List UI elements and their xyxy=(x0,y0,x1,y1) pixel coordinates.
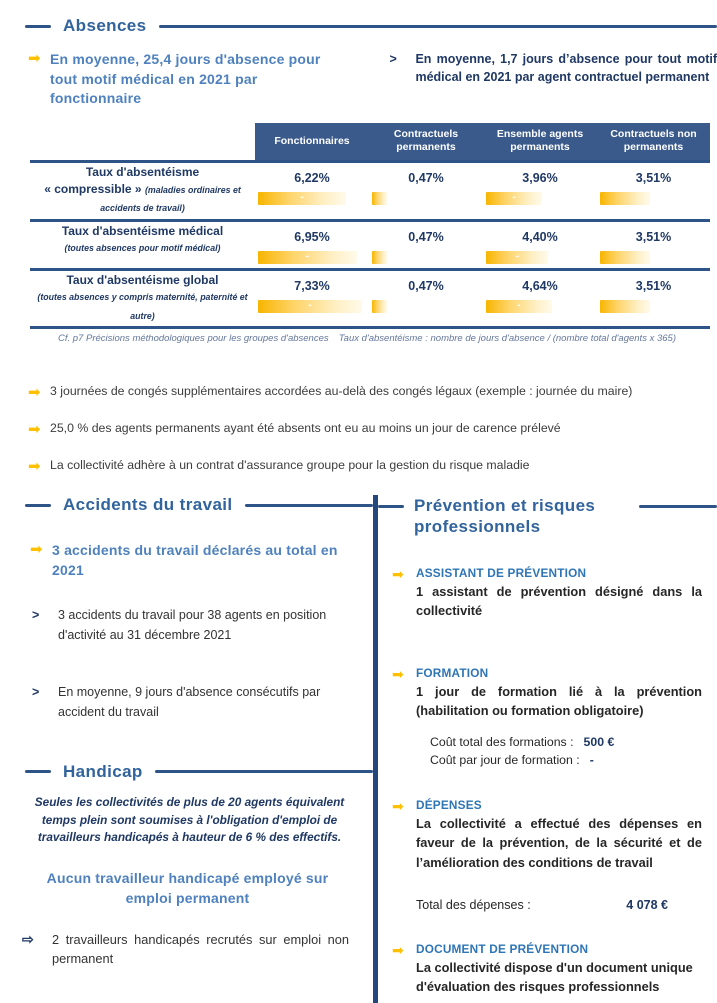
cell-value: 6,22% xyxy=(294,171,330,186)
handicap-point-text: 2 travailleurs handicapés recrutés sur emploi non permanent xyxy=(52,932,349,967)
prevention-item-body xyxy=(416,566,702,620)
key-points-list xyxy=(28,384,717,476)
yellow-arrow-icon: ➡ xyxy=(392,666,404,683)
list-item xyxy=(28,384,717,402)
prevention-item-document xyxy=(392,942,717,996)
header-dash xyxy=(25,504,51,507)
absences-left-highlight xyxy=(28,50,367,109)
table-cell xyxy=(369,271,483,327)
list-item xyxy=(28,458,717,476)
yellow-arrow-icon: ➡ xyxy=(30,541,43,559)
cell-value: 3,51% xyxy=(635,229,672,244)
key-point-text: 3 journées de congés supplémentaires accordées au-delà des congés légaux (exemple : journée du maire) xyxy=(50,384,633,399)
handicap-point xyxy=(22,930,349,968)
cell-value: 0,47% xyxy=(408,171,444,186)
row-label xyxy=(30,163,255,219)
prevention-item-body xyxy=(416,666,702,770)
handicap-highlight-text: Aucun travailleur handicapé employé sur emploi permanent xyxy=(46,869,329,906)
row-label-note: (maladies ordinaires et accidents de travail) xyxy=(100,184,241,214)
table-cell xyxy=(369,163,483,219)
absences-right-note-text: En moyenne, 1,7 jours d’absence pour tout motif médical en 2021 par agent contractuel permanent xyxy=(415,52,717,85)
cell-value: 3,51% xyxy=(635,278,672,293)
prevention-item-body xyxy=(416,798,702,912)
accidents-highlight xyxy=(30,541,353,580)
cost-label: Coût total des formations : xyxy=(430,735,574,750)
table-header-empty-cell xyxy=(30,123,255,160)
table-cell xyxy=(483,163,597,219)
header-rule xyxy=(159,25,717,28)
cell-value: 3,96% xyxy=(522,171,558,186)
total-value: 4 078 € xyxy=(626,897,668,912)
accidents-point xyxy=(32,606,349,645)
value-bar: - xyxy=(258,300,362,313)
key-point-text: La collectivité adhère à un contrat d'assurance groupe pour la gestion du risque maladie xyxy=(50,458,530,473)
row-label xyxy=(30,271,255,327)
outline-arrow-icon: ⇨ xyxy=(22,931,34,948)
key-point-text: 25,0 % des agents permanents ayant été absents ont eu au moins un jour de carence prélevé xyxy=(50,421,561,436)
row-label xyxy=(30,222,255,268)
header-dash xyxy=(25,770,51,773)
table-footnotes xyxy=(58,333,688,344)
column-header: Contractuels non permanents xyxy=(597,123,710,160)
prevention-item-heading: FORMATION xyxy=(416,666,489,681)
row-label-note: (toutes absences pour motif médical) xyxy=(64,243,221,254)
value-bar: - xyxy=(258,192,346,205)
prevention-item-heading: DOCUMENT DE PRÉVENTION xyxy=(416,941,589,956)
value-bar: - xyxy=(486,300,552,313)
absences-title: Absences xyxy=(63,16,147,35)
cell-value: 4,40% xyxy=(522,229,558,244)
prevention-item-text: 1 assistant de prévention désigné dans la collectivité xyxy=(416,583,702,618)
value-bar: - xyxy=(258,251,357,264)
table-cell xyxy=(597,222,710,268)
table-cell xyxy=(255,163,369,219)
accidents-point-text: 3 accidents du travail pour 38 agents en position d'activité au 31 décembre 2021 xyxy=(58,608,327,642)
total-expenses-line xyxy=(416,898,702,912)
report-page xyxy=(0,16,717,994)
cell-value: 0,47% xyxy=(408,229,444,244)
yellow-arrow-icon: ➡ xyxy=(392,941,404,958)
value-bar xyxy=(372,300,387,313)
chevron-bullet: > xyxy=(32,685,40,700)
absenteeism-table xyxy=(30,123,710,329)
prevention-item-heading: ASSISTANT DE PRÉVENTION xyxy=(416,565,587,580)
value-bar xyxy=(600,192,650,205)
table-cell xyxy=(597,271,710,327)
row-label-main: Taux d'absentéisme global xyxy=(66,272,219,287)
header-dash xyxy=(378,505,404,508)
bottom-columns xyxy=(0,495,717,1003)
cost-value: - xyxy=(589,753,594,768)
accidents-title: Accidents du travail xyxy=(63,495,233,515)
prevention-item-body xyxy=(416,942,702,996)
left-column xyxy=(0,495,378,1003)
row-label-quote: « compressible » xyxy=(44,181,145,196)
accidents-section-header xyxy=(25,495,373,515)
footnote-right: Taux d'absentéisme : nombre de jours d'absence / (nombre total d'agents x 365) xyxy=(338,333,676,345)
cost-label: Coût par jour de formation : xyxy=(430,753,580,768)
table-cell xyxy=(255,271,369,327)
yellow-arrow-icon: ➡ xyxy=(28,458,41,476)
cell-value: 4,64% xyxy=(522,278,558,293)
column-header: Fonctionnaires xyxy=(255,123,369,160)
cell-value: 3,51% xyxy=(635,171,672,186)
value-bar xyxy=(600,300,650,313)
yellow-arrow-icon: ➡ xyxy=(28,421,41,439)
prevention-item-heading: DÉPENSES xyxy=(416,798,482,813)
footnote-left: Cf. p7 Précisions méthodologiques pour les groupes d'absences xyxy=(58,333,329,345)
prevention-item-text: La collectivité a effectué des dépenses en faveur de la prévention, de la sécurité et de l’amélioration des conditions de travail xyxy=(416,816,702,870)
prevention-item-formation xyxy=(392,666,717,770)
chevron-bullet: > xyxy=(32,608,40,623)
cost-value: 500 € xyxy=(583,735,615,750)
column-header: Ensemble agents permanents xyxy=(483,123,597,160)
handicap-intro-text: Seules les collectivités de plus de 20 agents équivalent temps plein sont soumises à l'obligation d'emploi de travailleurs handicapés à hauteur de 6 % des effectifs. xyxy=(34,794,345,845)
yellow-arrow-icon: ➡ xyxy=(28,50,41,67)
table-row xyxy=(30,271,710,330)
cell-value: 6,95% xyxy=(294,229,330,244)
prevention-item-assistant xyxy=(392,566,717,620)
cost-line xyxy=(430,752,702,770)
accidents-point-text: En moyenne, 9 jours d'absence consécutifs par accident du travail xyxy=(58,685,321,719)
list-item xyxy=(28,421,717,439)
table-cell xyxy=(483,222,597,268)
prevention-title: Prévention et risques professionnels xyxy=(414,496,596,537)
accidents-highlight-text: 3 accidents du travail déclarés au total en 2021 xyxy=(52,542,338,578)
prevention-item-depenses xyxy=(392,798,717,912)
row-label-note: (toutes absences y compris maternité, paternité et autre) xyxy=(37,292,248,321)
chevron-bullet: > xyxy=(389,52,397,66)
table-row xyxy=(30,222,710,271)
absences-right-note xyxy=(389,50,717,109)
value-bar xyxy=(372,251,387,264)
handicap-title: Handicap xyxy=(63,761,143,781)
accidents-point xyxy=(32,683,349,722)
header-rule xyxy=(245,504,373,507)
yellow-arrow-icon: ➡ xyxy=(392,565,404,582)
cell-value: 0,47% xyxy=(408,278,444,293)
total-label: Total des dépenses : xyxy=(416,897,531,912)
yellow-arrow-icon: ➡ xyxy=(392,798,404,815)
prevention-item-text: La collectivité dispose d'un document unique d'évaluation des risques professionnels xyxy=(416,959,693,994)
table-cell xyxy=(369,222,483,268)
cost-line xyxy=(430,734,702,752)
value-bar xyxy=(600,251,650,264)
handicap-section-header xyxy=(25,762,373,782)
yellow-arrow-icon: ➡ xyxy=(28,384,41,402)
absences-intro-row xyxy=(28,50,717,109)
right-column xyxy=(378,495,717,1003)
column-header: Contractuels permanents xyxy=(369,123,483,160)
table-header-row xyxy=(30,123,710,163)
table-row xyxy=(30,163,710,222)
header-dash xyxy=(25,25,51,28)
absences-left-highlight-text: En moyenne, 25,4 jours d'absence pour tout motif médical en 2021 par fonctionnaire xyxy=(50,51,321,107)
table-cell xyxy=(255,222,369,268)
prevention-section-header xyxy=(378,495,717,538)
row-label-main: Taux d'absentéisme médical xyxy=(61,223,224,238)
absences-section-header xyxy=(25,16,717,36)
header-rule xyxy=(639,505,717,508)
table-cell xyxy=(597,163,710,219)
value-bar: - xyxy=(486,251,548,264)
header-rule xyxy=(155,770,373,773)
table-cell xyxy=(483,271,597,327)
prevention-item-text: 1 jour de formation lié à la prévention (habilitation ou formation obligatoire) xyxy=(416,684,702,719)
formation-cost-lines xyxy=(430,734,702,770)
value-bar: - xyxy=(486,192,542,205)
cell-value: 7,33% xyxy=(294,278,330,293)
value-bar xyxy=(372,192,387,205)
row-label-main: Taux d'absentéisme xyxy=(85,165,200,180)
